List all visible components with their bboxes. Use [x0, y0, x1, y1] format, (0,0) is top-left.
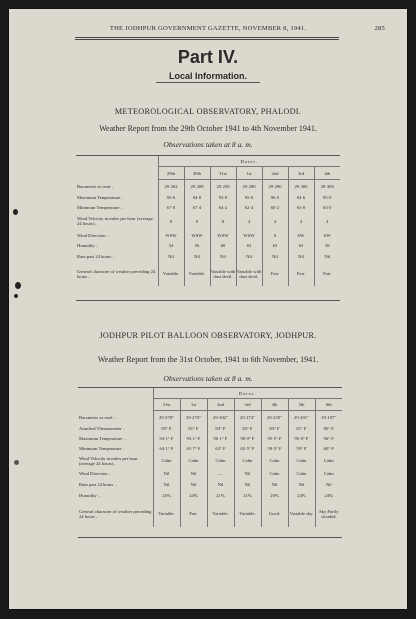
table-row: [78, 454, 342, 468]
jodhpur-heading: JODHPUR PILOT BALLOON OBSERVATORY, JODHPUR.: [99, 331, 317, 340]
table-cell: 21%: [234, 490, 261, 501]
table-cell: 95·6: [158, 193, 184, 203]
dates-header: Dates.: [153, 388, 342, 399]
date-column-header: 1st: [180, 399, 207, 411]
header-rule-secondary: [75, 39, 339, 40]
table-cell: Calm: [261, 454, 288, 468]
date-column-header: 4th: [314, 167, 340, 180]
table-cell: 95·0: [236, 193, 262, 203]
row-label: Attached Thermometer ..: [79, 426, 126, 431]
table-cell: 60° F: [315, 444, 342, 454]
table-cell: Variable with dust devil.: [210, 262, 236, 286]
date-column-header: 1st: [236, 167, 262, 180]
table-cell: 83° F: [234, 424, 261, 434]
table-cell: 95·0: [314, 193, 340, 203]
date-column-header: 31st: [153, 399, 180, 411]
table-cell: —: [207, 468, 234, 479]
table-cell: 62° F: [207, 444, 234, 454]
table-cell: 94·0: [184, 193, 210, 203]
table-cell: WSW: [158, 230, 184, 241]
running-head-text: THE JODHPUR GOVERNMENT GAZETTE, NOVEMBER 8, 1941.: [109, 25, 307, 32]
table-cell: 65·7° F: [180, 444, 207, 454]
table-cell: Nil: [236, 251, 262, 262]
table-cell: 59·5° F: [261, 444, 288, 454]
table-cell: Calm: [315, 468, 342, 479]
table-cell: Variable.: [158, 262, 184, 286]
table-cell: 64·2: [210, 203, 236, 213]
table-cell: 60: [210, 241, 236, 251]
table-cell: Variable.: [184, 262, 210, 286]
table-cell: 96·1° F: [207, 434, 234, 444]
table-cell: 60·2: [262, 203, 288, 213]
table-cell: 29·258: [210, 180, 236, 193]
date-column-header: 29th: [158, 167, 184, 180]
table-cell: Nil: [184, 251, 210, 262]
page-number: 285: [374, 25, 385, 32]
table-cell: 59° F: [288, 444, 315, 454]
table-cell: Nil: [207, 479, 234, 490]
table-cell: Sky Partly clouded.: [315, 501, 342, 527]
row-label: Wind Velocity in miles per hour (average 24 hours)..: [77, 216, 153, 226]
jodhpur-weather-table: [78, 387, 342, 527]
table-cell: 9: [184, 213, 210, 230]
row-label: Minimum Temperature ..: [77, 205, 124, 210]
table-cell: Nil: [180, 468, 207, 479]
ink-blot: [14, 460, 19, 465]
table-cell: S: [262, 230, 288, 241]
table-cell: Nil: [262, 251, 288, 262]
row-label: Barometer as read ..: [77, 183, 114, 189]
table-cell: SW: [288, 230, 314, 241]
table-stub-header: [76, 156, 158, 180]
table-cell: 93·0: [210, 193, 236, 203]
row-label: Rain past 24 hours ..: [79, 481, 117, 487]
row-label: Maximum Temperature ..: [77, 195, 124, 200]
table-cell: 93·1° F: [180, 434, 207, 444]
table-stub-header: [78, 388, 153, 411]
ink-blot: [15, 282, 21, 289]
table-row: [78, 501, 342, 527]
dates-header: Dates.: [158, 156, 340, 167]
table-cell: 29·250": [261, 411, 288, 424]
table-cell: Nil: [180, 479, 207, 490]
table-row: [78, 424, 342, 434]
table-cell: WSW: [184, 230, 210, 241]
table-row: [76, 230, 340, 241]
table-row: [76, 203, 340, 213]
table-cell: 29·197": [315, 411, 342, 424]
date-column-header: 3rd: [288, 167, 314, 180]
table-cell: 58: [314, 241, 340, 251]
table-cell: 24%: [315, 490, 342, 501]
part-title: Part IV.: [177, 47, 239, 67]
table-cell: Nil: [288, 479, 315, 490]
table-cell: SW: [314, 230, 340, 241]
table-cell: Calm: [288, 468, 315, 479]
table-row: [76, 262, 340, 286]
table-row: [76, 193, 340, 203]
table-cell: 62·4: [236, 203, 262, 213]
table-cell: 8: [210, 213, 236, 230]
table-cell: Good.: [261, 501, 288, 527]
table-cell: Nil: [234, 468, 261, 479]
table-row: [78, 490, 342, 501]
table-cell: 83° F: [261, 424, 288, 434]
table-cell: 8: [158, 213, 184, 230]
row-label: Barometer as read ..: [79, 414, 116, 420]
row-label: Minimum Temperature ..: [79, 446, 126, 451]
table-row: [78, 468, 342, 479]
phalodi-table-bottom-rule: [76, 300, 340, 301]
table-cell: 24%: [288, 490, 315, 501]
table-cell: WSW: [236, 230, 262, 241]
date-column-header: 31st: [210, 167, 236, 180]
table-cell: Calm: [180, 454, 207, 468]
jodhpur-table-bottom-rule: [78, 537, 342, 538]
table-row: [76, 180, 340, 193]
ink-blot: [14, 294, 18, 298]
table-cell: Fair.: [288, 262, 314, 286]
table-cell: 29·262: [158, 180, 184, 193]
table-cell: 81° F: [288, 424, 315, 434]
table-cell: Fair.: [262, 262, 288, 286]
table-cell: 29·302": [207, 411, 234, 424]
table-cell: 64·1° F: [153, 444, 180, 454]
table-cell: Variable with dust devil.: [236, 262, 262, 286]
table-cell: 29·290: [236, 180, 262, 193]
row-label: Wind Direction ..: [79, 470, 111, 476]
table-cell: 29·290: [262, 180, 288, 193]
table-cell: Calm: [261, 468, 288, 479]
jodhpur-report-period: Weather Report from the 31st October, 1941 to 6th November, 1941.: [97, 355, 319, 364]
table-cell: 4: [314, 213, 340, 230]
table-row: [78, 434, 342, 444]
date-column-header: 30th: [184, 167, 210, 180]
table-cell: 95·0° F: [288, 434, 315, 444]
table-cell: Calm: [153, 454, 180, 468]
table-cell: Nil: [261, 479, 288, 490]
table-cell: Nil: [153, 479, 180, 490]
row-label: Humidity ..: [77, 243, 99, 248]
table-cell: 21%: [207, 490, 234, 501]
row-label: General character of weather preceding 24 hours ..: [79, 508, 152, 519]
table-cell: 98·0° F: [234, 434, 261, 444]
table-cell: 54: [158, 241, 184, 251]
table-row: [78, 444, 342, 454]
table-cell: Nil: [314, 251, 340, 262]
row-label: Rain past 24 hours ..: [77, 253, 115, 259]
table-cell: 85° F: [153, 424, 180, 434]
table-cell: 63: [236, 241, 262, 251]
subtitle-underline: [156, 82, 260, 83]
table-row: [78, 479, 342, 490]
date-column-header: 2nd: [207, 399, 234, 411]
table-cell: Variable sky.: [288, 501, 315, 527]
table-cell: Nil: [158, 251, 184, 262]
date-column-header: 3rd: [234, 399, 261, 411]
table-cell: 63: [262, 241, 288, 251]
table-row: [76, 213, 340, 230]
table-cell: Nil: [210, 251, 236, 262]
table-cell: Nil: [234, 479, 261, 490]
table-cell: 83° F: [207, 424, 234, 434]
table-cell: 25%: [153, 490, 180, 501]
row-label: Wind Direction ..: [77, 232, 109, 238]
table-cell: 96·0: [262, 193, 288, 203]
date-column-header: 6th: [315, 399, 342, 411]
table-cell: 94·6: [288, 193, 314, 203]
table-cell: Nil: [315, 479, 342, 490]
table-cell: 63: [288, 241, 314, 251]
phalodi-observation-time: Observations taken at 8 a. m.: [163, 140, 253, 149]
gazette-page: [9, 9, 407, 609]
date-column-header: 5th: [288, 399, 315, 411]
row-label: Humidity ..: [79, 492, 101, 498]
table-cell: Calm: [207, 454, 234, 468]
row-label: Wind Velocity in miles per hour (average 24 hours)..: [79, 455, 138, 466]
phalodi-weather-table: [76, 155, 340, 286]
table-cell: 81° F: [180, 424, 207, 434]
table-cell: 67·4: [184, 203, 210, 213]
phalodi-heading: METEOROLOGICAL OBSERVATORY, PHALODI.: [114, 107, 302, 116]
table-cell: 4: [236, 213, 262, 230]
date-column-header: 2nd: [262, 167, 288, 180]
header-rule: [75, 37, 339, 38]
table-row: [76, 241, 340, 251]
table-cell: 29·208: [184, 180, 210, 193]
table-cell: 4: [262, 213, 288, 230]
table-cell: 29·201": [288, 411, 315, 424]
table-cell: Variable.: [207, 501, 234, 527]
table-cell: 24%: [180, 490, 207, 501]
table-cell: 96° F: [315, 434, 342, 444]
part-subtitle: Local Information.: [168, 71, 247, 81]
ink-blot: [13, 209, 18, 215]
table-cell: 29·306: [288, 180, 314, 193]
table-cell: 80° F: [315, 424, 342, 434]
table-cell: Variable.: [153, 501, 180, 527]
table-cell: 4: [288, 213, 314, 230]
table-cell: 62·5° F: [234, 444, 261, 454]
table-cell: Calm: [234, 454, 261, 468]
table-cell: 29·274": [234, 411, 261, 424]
table-cell: 67·0: [158, 203, 184, 213]
table-cell: 94·1° F: [153, 434, 180, 444]
table-row: [76, 251, 340, 262]
table-cell: 29·270": [180, 411, 207, 424]
date-column-header: 4th: [261, 399, 288, 411]
table-cell: Calm: [288, 454, 315, 468]
table-cell: 63·0: [314, 203, 340, 213]
row-label: General character of weather preceding 24 hours ..: [77, 268, 156, 279]
table-cell: 29·278": [153, 411, 180, 424]
phalodi-report-period: Weather Report from the 29th October 1941 to 4th November 1941.: [99, 124, 317, 133]
table-cell: Fair.: [314, 262, 340, 286]
table-cell: 95·5° F: [261, 434, 288, 444]
table-cell: Nil: [288, 251, 314, 262]
table-row: [78, 411, 342, 424]
table-cell: WSW: [210, 230, 236, 241]
table-cell: 63·0: [288, 203, 314, 213]
table-cell: 20%: [261, 490, 288, 501]
table-cell: 29·300: [314, 180, 340, 193]
jodhpur-observation-time: Observations taken at 8 a. m.: [163, 374, 253, 383]
table-cell: 56: [184, 241, 210, 251]
running-head: [9, 25, 407, 32]
table-cell: Nil: [153, 468, 180, 479]
table-cell: Fair.: [180, 501, 207, 527]
table-cell: Calm: [315, 454, 342, 468]
table-cell: Variable.: [234, 501, 261, 527]
row-label: Maximum Temperature ..: [79, 436, 126, 441]
